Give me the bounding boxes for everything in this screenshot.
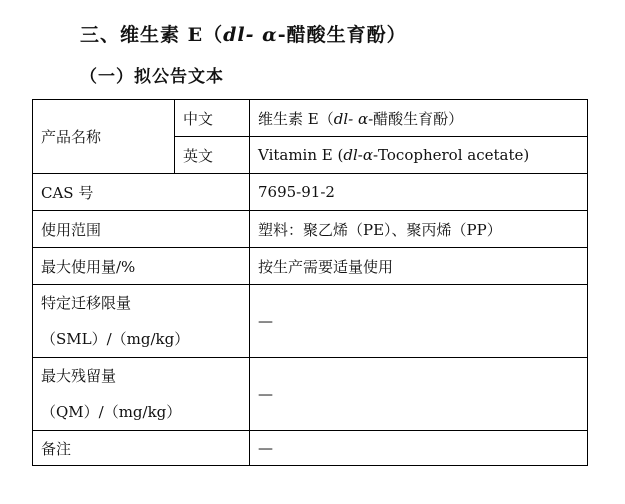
table-row [33, 174, 588, 211]
table-row [33, 248, 588, 285]
chinese-value-italic: dl- [333, 109, 354, 128]
product-name-label: 产品名称 [33, 100, 175, 174]
chinese-value-suffix: -醋酸生育酚） [368, 109, 464, 128]
english-value-prefix: Vitamin E ( [258, 146, 344, 164]
chinese-value-prefix: 维生素 E（ [258, 109, 334, 128]
subsection-heading: （一）拟公告文本 [80, 67, 224, 87]
section-heading [80, 20, 407, 47]
notes-label: 备注 [33, 431, 250, 466]
table-row [33, 431, 588, 466]
notes-value: — [250, 431, 588, 466]
usage-value: 塑料：聚乙烯（PE）、聚丙烯（PP） [250, 211, 588, 248]
cas-label: CAS 号 [33, 174, 250, 211]
chinese-name-value [250, 100, 588, 137]
chinese-name-label: 中文 [175, 100, 250, 137]
heading-prefix: 三、维生素 E（ [80, 24, 224, 46]
english-value-suffix: -Tocopherol acetate) [372, 146, 530, 164]
sml-label [33, 285, 250, 358]
english-value-middle: - [357, 146, 363, 164]
max-usage-label: 最大使用量/% [33, 248, 250, 285]
english-value-italic: dl [343, 146, 358, 164]
table-row [33, 211, 588, 248]
heading-italic: dl- [223, 24, 255, 46]
table-row [33, 358, 588, 431]
qm-label [33, 358, 250, 431]
max-usage-value: 按生产需要适量使用 [250, 248, 588, 285]
cas-value: 7695-91-2 [250, 174, 588, 211]
english-name-value [250, 137, 588, 174]
sml-value: — [250, 285, 588, 358]
qm-label-line1: 最大残留量 [41, 367, 117, 385]
qm-value: — [250, 358, 588, 431]
table-row [33, 100, 588, 137]
english-name-label: 英文 [175, 137, 250, 174]
qm-label-line2: （QM）/（mg/kg） [41, 403, 182, 421]
sml-label-line2: （SML）/（mg/kg） [41, 330, 190, 348]
announcement-table [32, 99, 588, 466]
chinese-value-greek: α [353, 109, 369, 128]
heading-suffix: -醋酸生育酚） [277, 24, 407, 46]
english-value-greek: α [362, 146, 373, 164]
sml-label-line1: 特定迁移限量 [41, 294, 132, 312]
table-row [33, 285, 588, 358]
usage-label: 使用范围 [33, 211, 250, 248]
heading-greek: α [254, 24, 278, 46]
